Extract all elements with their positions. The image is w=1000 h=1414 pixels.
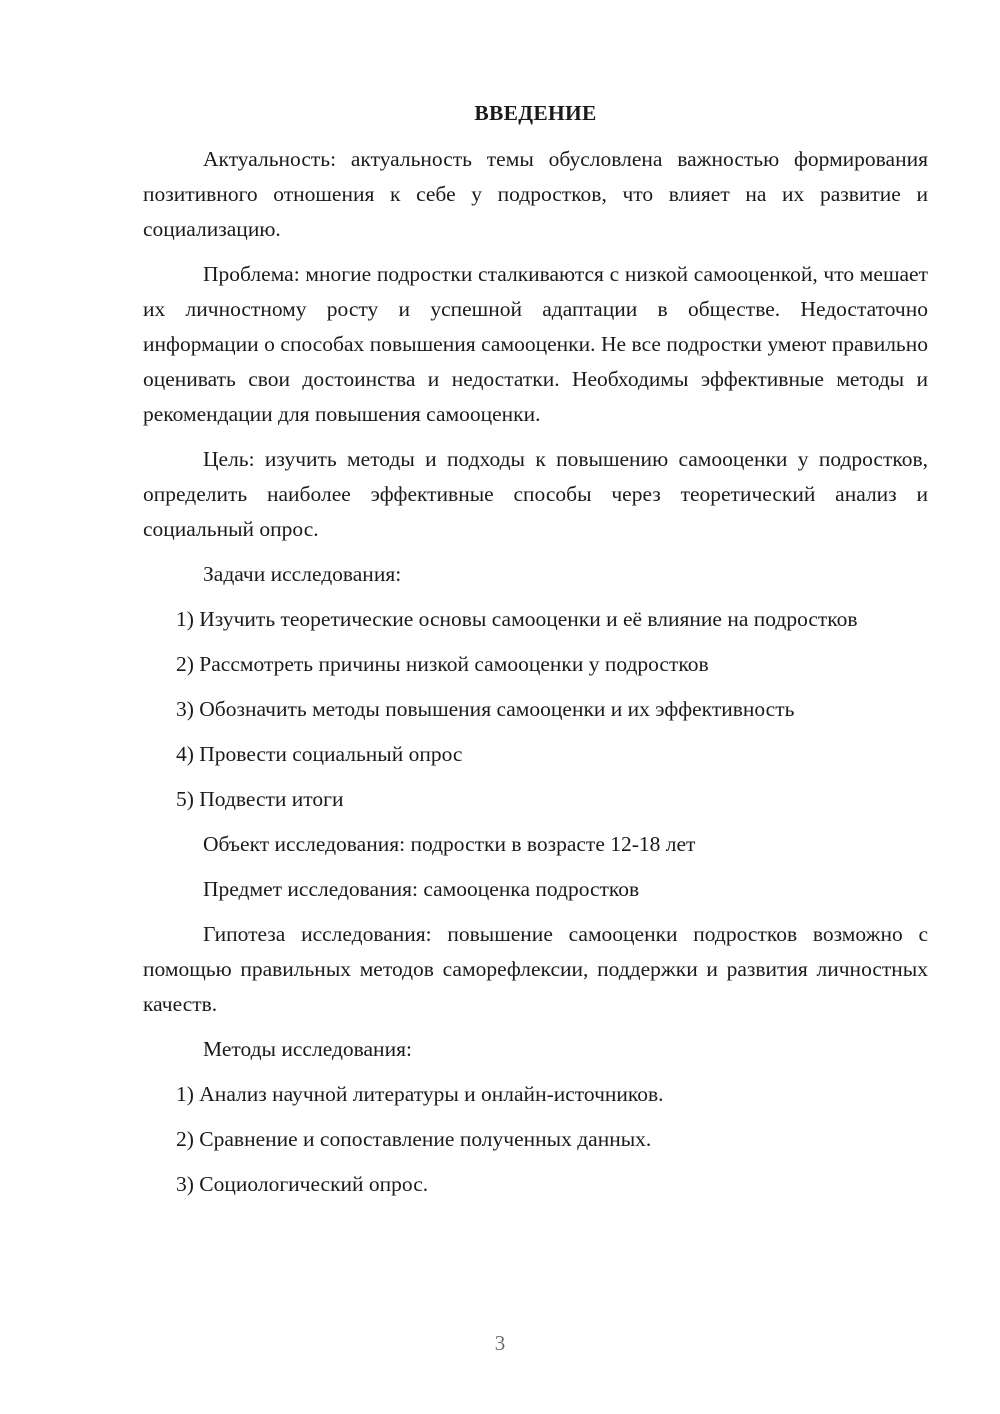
- method-item: 3) Социологический опрос.: [176, 1172, 429, 1196]
- object-line: Объект исследования: подростки в возрасте 12-18 лет: [203, 832, 696, 856]
- task-item: 3) Обозначить методы повышения самооценки и их эффективность: [176, 697, 795, 721]
- task-item: 5) Подвести итоги: [176, 787, 344, 811]
- methods-heading: Методы исследования:: [203, 1037, 412, 1061]
- hypothesis-paragraph: Гипотеза исследования: повышение самооценки подростков возможно с помощью правильных методов саморефлексии, поддержки и развития личностных качеств.: [143, 922, 928, 1016]
- task-item: 1) Изучить теоретические основы самооценки и её влияние на подростков: [176, 607, 858, 631]
- methods-list: [143, 1077, 928, 1202]
- problem-paragraph: Проблема: многие подростки сталкиваются с низкой самооценкой, что мешает их личностному росту и успешной адаптации в обществе. Недостаточно информации о способах повышения самооценки. Не все подростки умеют правильно оценивать свои достоинства и недостатки. Необходимы эффективные методы и рекомендации для повышения самооценки.: [143, 262, 928, 426]
- page-number: 3: [494, 1331, 506, 1355]
- method-item: 1) Анализ научной литературы и онлайн-источников.: [176, 1082, 664, 1106]
- tasks-heading: Задачи исследования:: [203, 562, 402, 586]
- tasks-list: [143, 602, 928, 817]
- subject-line: Предмет исследования: самооценка подростков: [203, 877, 640, 901]
- task-item: 2) Рассмотреть причины низкой самооценки у подростков: [176, 652, 709, 676]
- method-item: 2) Сравнение и сопоставление полученных данных.: [176, 1127, 652, 1151]
- goal-paragraph: Цель: изучить методы и подходы к повышению самооценки у подростков, определить наиболее эффективные способы через теоретический анализ и социальный опрос.: [143, 447, 928, 541]
- document-page: [143, 96, 928, 1212]
- task-item: 4) Провести социальный опрос: [176, 742, 463, 766]
- relevance-paragraph: Актуальность: актуальность темы обусловлена важностью формирования позитивного отношения к себе у подростков, что влияет на их развитие и социализацию.: [143, 147, 928, 241]
- section-title: ВВЕДЕНИЕ: [474, 101, 597, 125]
